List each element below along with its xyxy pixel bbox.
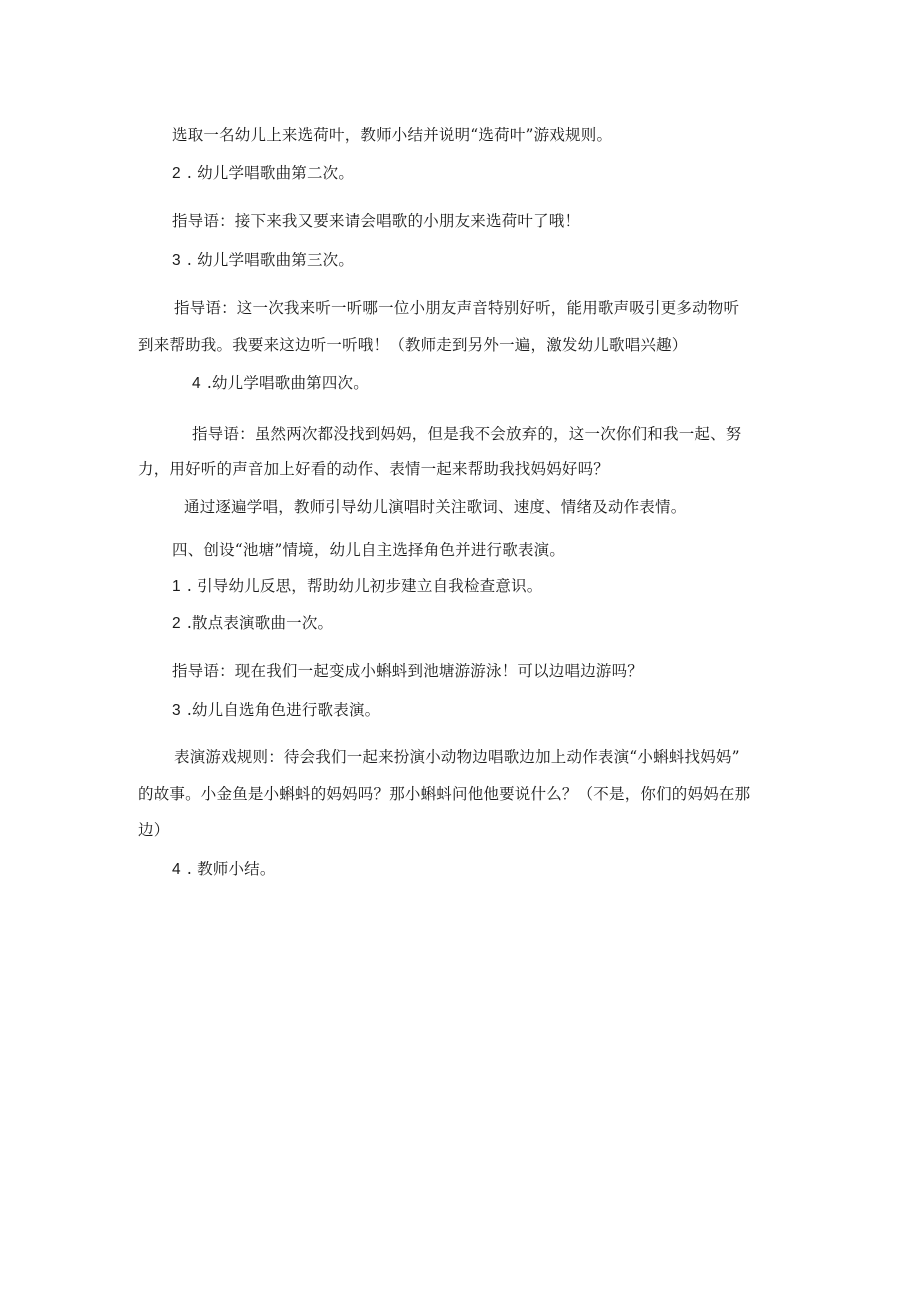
list-item: 1 . 引导幼儿反思，帮助幼儿初步建立自我检查意识。	[172, 577, 543, 595]
list-item: 3 .幼儿自选角色进行歌表演。	[172, 701, 381, 719]
list-number: 3	[172, 252, 181, 269]
paragraph: 力，用好听的声音加上好看的动作、表情一起来帮助我找妈妈好吗？	[138, 460, 610, 478]
list-item: 2 .散点表演歌曲一次。	[172, 614, 334, 632]
paragraph: 选取一名幼儿上来选荷叶，教师小结并说明“选荷叶”游戏规则。	[172, 126, 613, 144]
list-number: 4	[172, 861, 181, 878]
paragraph: 通过逐遍学唱，教师引导幼儿演唱时关注歌词、速度、情绪及动作表情。	[184, 498, 687, 516]
paragraph: 指导语：虽然两次都没找到妈妈，但是我不会放弃的，这一次你们和我一起、努	[192, 425, 742, 443]
paragraph: 表演游戏规则：待会我们一起来扮演小动物边唱歌边加上动作表演“小蝌蚪找妈妈”	[174, 748, 740, 766]
list-number: 1	[172, 578, 181, 595]
paragraph: 指导语：这一次我来听一听哪一位小朋友声音特别好听，能用歌声吸引更多动物听	[174, 299, 740, 317]
section-heading: 四、创设“池塘”情境，幼儿自主选择角色并进行歌表演。	[172, 541, 566, 559]
paragraph: 边）	[138, 821, 170, 839]
list-item: 3 . 幼儿学唱歌曲第三次。	[172, 251, 355, 269]
list-number: 2	[172, 165, 181, 182]
list-number: 2	[172, 615, 181, 632]
list-item: 4 .幼儿学唱歌曲第四次。	[192, 374, 369, 392]
paragraph: 到来帮助我。我要来这边听一听哦！（教师走到另外一遍，激发幼儿歌唱兴趣）	[138, 336, 688, 354]
list-item: 4 . 教师小结。	[172, 860, 276, 878]
list-number: 3	[172, 702, 181, 719]
list-item: 2 . 幼儿学唱歌曲第二次。	[172, 164, 355, 182]
list-number: 4	[192, 375, 201, 392]
paragraph: 指导语：接下来我又要来请会唱歌的小朋友来选荷叶了哦！	[172, 212, 581, 230]
paragraph: 指导语：现在我们一起变成小蝌蚪到池塘游游泳！可以边唱边游吗？	[172, 662, 644, 680]
paragraph: 的故事。小金鱼是小蝌蚪的妈妈吗？那小蝌蚪问他他要说什么？（不是，你们的妈妈在那	[138, 785, 751, 803]
